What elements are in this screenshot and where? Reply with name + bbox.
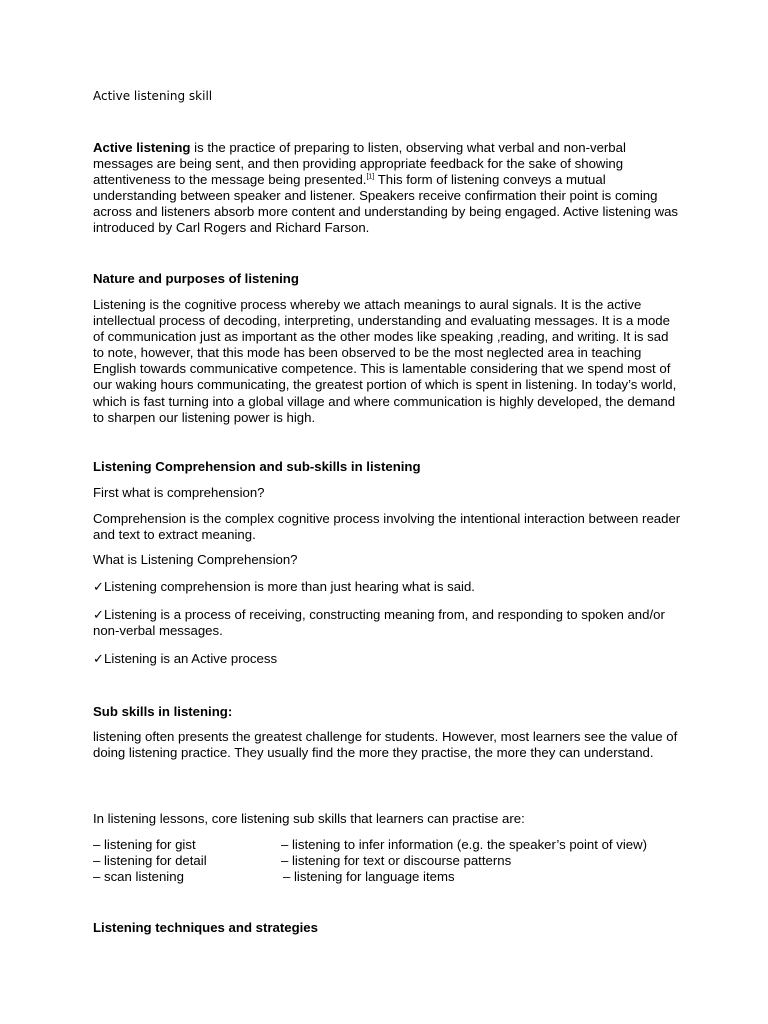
techniques-heading: Listening techniques and strategies	[93, 920, 318, 935]
comprehension-answer-1: Comprehension is the complex cognitive process involving the intentional interaction between reader and text to extract meaning.	[93, 511, 681, 543]
nature-paragraph: Listening is the cognitive process whereby we attach meanings to aural signals. It is the active intellectual process of decoding, interpreting, understanding and evaluating messages. It is a mode of communication just as important as the other modes like speaking ,reading, and writing. It is sad to note, however, that this mode has been observed to be the most neglected area in teaching English towards communicative competence. This is lamentable considering that we spend most of our waking hours communicating, the greatest portion of which is spent in listening. In today’s world, which is fast turning into a global village and where communication is highly developed, the demand to sharpen our listening power is high.	[93, 297, 677, 425]
subskill-item: – listening for gist	[93, 837, 196, 852]
subskill-item: – scan listening	[93, 869, 184, 884]
intro-text-part2: This form of listening conveys a mutual understanding between speaker and listener. Speakers receive confirmation their point is coming across and listeners absorb more content and understanding by being engaged. Active listening was introduced by Carl Rogers and Richard Farson.	[93, 172, 679, 236]
citation-link[interactable]: [1]	[366, 173, 375, 181]
comprehension-question-1: First what is comprehension?	[93, 485, 265, 500]
subskill-row	[93, 837, 693, 853]
document-title: Active listening skill	[93, 89, 213, 103]
subskill-item: – listening for text or discourse patterns	[281, 853, 512, 868]
comprehension-heading: Listening Comprehension and sub-skills in listening	[93, 459, 421, 474]
intro-paragraph	[93, 140, 683, 237]
subskills-paragraph: listening often presents the greatest challenge for students. However, most learners see the value of doing listening practice. They usually find the more they practise, the more they can understand.	[93, 729, 678, 761]
subskill-item: – listening for detail	[93, 853, 207, 868]
subskills-heading: Sub skills in listening:	[93, 704, 233, 719]
comprehension-question-2: What is Listening Comprehension?	[93, 552, 298, 567]
check-point-3: ✓Listening is an Active process	[93, 651, 278, 666]
check-point-1: ✓Listening comprehension is more than just hearing what is said.	[93, 579, 475, 594]
subskills-lead: In listening lessons, core listening sub skills that learners can practise are:	[93, 811, 525, 826]
subskill-item: – listening to infer information (e.g. the speaker’s point of view)	[281, 837, 648, 852]
subskill-item: – listening for language items	[283, 869, 455, 884]
intro-term: Active listening	[93, 140, 191, 155]
subskill-row	[93, 853, 693, 869]
check-point-2: ✓Listening is a process of receiving, constructing meaning from, and responding to spoken and/or non-verbal messages.	[93, 607, 665, 639]
intro-text-part1: is the practice of preparing to listen, observing what verbal and non-verbal messages are being sent, and then providing appropriate feedback for the sake of showing attentiveness to the message being presented.	[93, 140, 626, 188]
subskill-row	[93, 869, 693, 885]
nature-heading: Nature and purposes of listening	[93, 271, 299, 286]
